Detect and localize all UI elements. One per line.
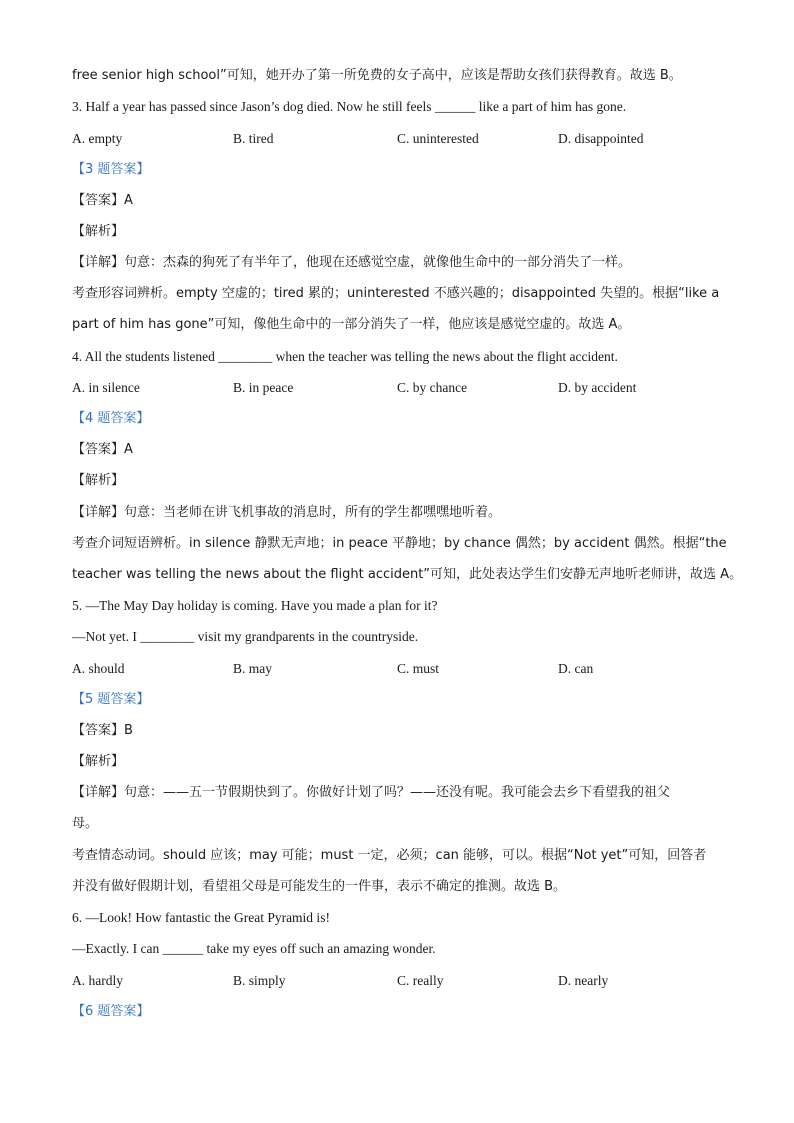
analysis-label: 【解析】	[72, 224, 125, 239]
question-6: 6. —Look! How fantastic the Great Pyramid is!	[72, 910, 330, 925]
option-d: D. nearly	[558, 973, 609, 988]
option-b: B. simply	[233, 973, 286, 988]
analysis-label: 【解析】	[72, 754, 125, 769]
option-a: A. in silence	[72, 380, 140, 395]
answer-header-5: 【5 题答案】	[72, 692, 150, 707]
option-b: B. may	[233, 661, 272, 676]
option-c: C. really	[397, 973, 444, 988]
answer-header-6: 【6 题答案】	[72, 1004, 150, 1019]
answer-header-4: 【4 题答案】	[72, 411, 150, 426]
option-d: D. disappointed	[558, 131, 644, 146]
question-5-reply: —Not yet. I ________ visit my grandparents in the countryside.	[72, 629, 419, 644]
detail-text: 【详解】句意：杰森的狗死了有半年了，他现在还感觉空虚，就像他生命中的一部分消失了一样。	[72, 255, 632, 270]
detail-text: 【详解】句意：——五一节假期快到了。你做好计划了吗？——还没有呢。我可能会去乡下看望我的祖父	[72, 785, 671, 800]
question-5: 5. —The May Day holiday is coming. Have you made a plan for it?	[72, 598, 438, 613]
explanation-text: 考查情态动词。should 应该；may 可能；must 一定，必须；can 能够，可以。根据“Not yet”可知，回答者	[72, 848, 707, 863]
option-b: B. in peace	[233, 380, 294, 395]
analysis-label: 【解析】	[72, 473, 125, 488]
option-d: D. can	[558, 661, 594, 676]
option-c: C. by chance	[397, 380, 468, 395]
answer-header-3: 【3 题答案】	[72, 162, 150, 177]
question-4-options	[72, 379, 732, 397]
explanation-text: 并没有做好假期计划，看望祖父母是可能发生的一件事，表示不确定的推测。故选 B。	[72, 879, 567, 894]
option-a: A. should	[72, 661, 125, 676]
answer-4: 【答案】A	[72, 442, 133, 457]
question-6-options	[72, 972, 732, 990]
question-4: 4. All the students listened ________ when the teacher was telling the news about the flight accident.	[72, 349, 618, 364]
option-b: B. tired	[233, 131, 274, 146]
question-3-options	[72, 130, 732, 148]
detail-text: 【详解】句意：当老师在讲飞机事故的消息时，所有的学生都嘿嘿地听着。	[72, 505, 502, 520]
answer-5: 【答案】B	[72, 723, 133, 738]
detail-text: 母。	[72, 816, 99, 831]
explanation-text: teacher was telling the news about the flight accident”可知，此处表达学生们安静无声地听老师讲，故选 A。	[72, 567, 743, 582]
option-d: D. by accident	[558, 380, 637, 395]
question-3: 3. Half a year has passed since Jason’s dog died. Now he still feels ______ like a part of him has gone.	[72, 99, 627, 114]
option-a: A. hardly	[72, 973, 123, 988]
option-c: C. uninterested	[397, 131, 479, 146]
question-5-options	[72, 660, 732, 678]
option-c: C. must	[397, 661, 440, 676]
explanation-text: 考查形容词辨析。empty 空虚的；tired 累的；uninterested 不感兴趣的；disappointed 失望的。根据“like a	[72, 286, 720, 301]
question-6-reply: —Exactly. I can ______ take my eyes off such an amazing wonder.	[72, 941, 436, 956]
option-a: A. empty	[72, 131, 123, 146]
explanation-text: part of him has gone”可知，像他生命中的一部分消失了一样，他应该是感觉空虚的。故选 A。	[72, 317, 631, 332]
explanation-text: free senior high school”可知，她开办了第一所免费的女子高中，应该是帮助女孩们获得教育。故选 B。	[72, 68, 682, 83]
answer-3: 【答案】A	[72, 193, 133, 208]
explanation-text: 考查介词短语辨析。in silence 静默无声地；in peace 平静地；by chance 偶然；by accident 偶然。根据“the	[72, 536, 727, 551]
